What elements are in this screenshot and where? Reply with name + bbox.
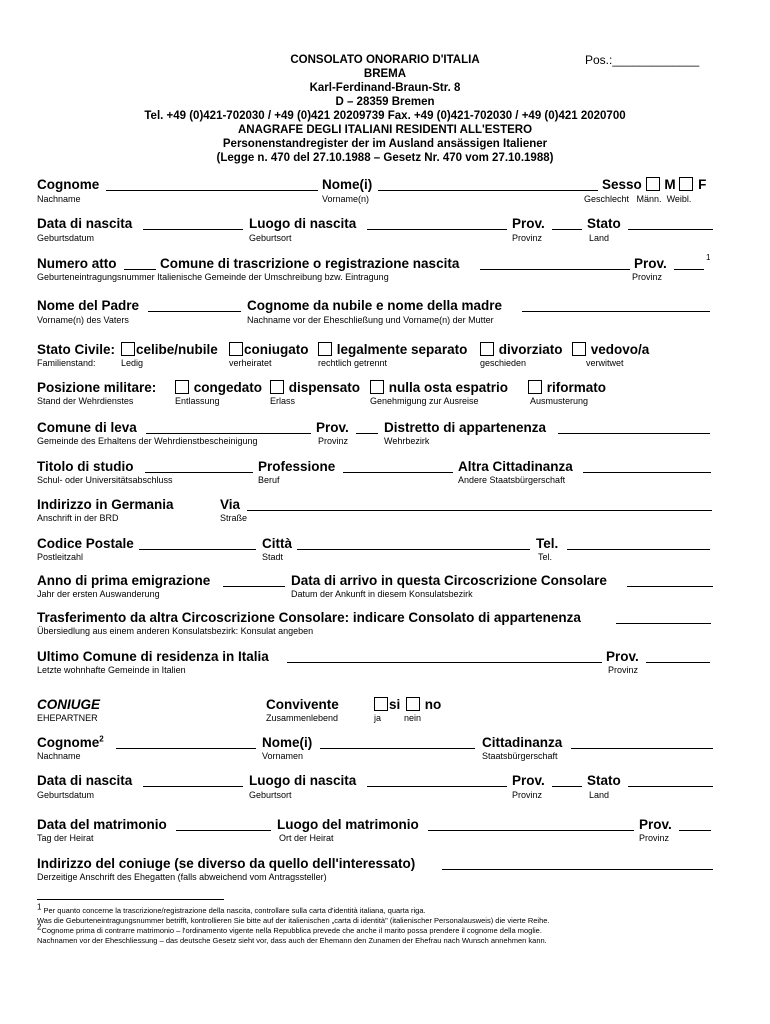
data-matrimonio-label: Data del matrimonio (37, 817, 167, 832)
coniuge-prov-line[interactable] (552, 786, 582, 787)
dispensato-de: Erlass (270, 396, 296, 406)
numero-atto-de: Geburteneintragungsnummer Italienische Gemeinde der Umschreibung bzw. Eintragung (37, 272, 389, 282)
si-de: ja (374, 713, 382, 723)
tel-line[interactable] (567, 549, 710, 550)
luogo-matrimonio-line[interactable] (428, 830, 634, 831)
footnote-1-it: $^1$ Per quanto concerne la trascrizione/registrazione della nascita, controllare sulla carta d'identità italiana, quarta riga. (37, 902, 426, 915)
stato-line[interactable] (628, 229, 713, 230)
trasferimento-line[interactable] (616, 623, 711, 624)
data-matrimonio-line[interactable] (176, 830, 271, 831)
footnote-ref-2: 2 (99, 734, 104, 744)
cognome-madre-label: Cognome da nubile e nome della madre (247, 298, 503, 313)
cognome-label: Cognome (37, 177, 100, 192)
coniuge-prov-label: Prov. (512, 773, 545, 788)
cognome-de: Nachname (37, 194, 81, 204)
convivente-no-checkbox[interactable] (406, 697, 420, 711)
coniuge-stato-de: Land (589, 790, 610, 800)
tel-de: Tel. (538, 552, 553, 562)
indirizzo-germania-de: Anschrift in der BRD (37, 513, 119, 523)
no-de: nein (404, 713, 422, 723)
divorziato-option[interactable]: divorziato (480, 342, 563, 357)
professione-line[interactable] (343, 472, 453, 473)
consulate-name: CONSOLATO ONORARIO D'ITALIA (290, 54, 480, 66)
indirizzo-germania-label: Indirizzo in Germania (37, 497, 174, 512)
altra-cittadinanza-label: Altra Cittadinanza (458, 459, 573, 474)
data-nascita-line[interactable] (143, 229, 243, 230)
anno-emigrazione-de: Jahr der ersten Auswanderung (37, 589, 160, 599)
prov-de-3: Provinz (318, 436, 349, 446)
coniuge-data-nascita-label: Data di nascita (37, 773, 133, 788)
nome-padre-de: Vorname(n) des Vaters (37, 315, 129, 325)
titolo-studio-label: Titolo di studio (37, 459, 134, 474)
nome-label: Nome(i) (322, 177, 373, 192)
congedato-checkbox[interactable] (175, 380, 189, 394)
sesso-m-checkbox[interactable] (646, 177, 660, 191)
riformato-de: Ausmusterung (530, 396, 589, 406)
codice-postale-label: Codice Postale (37, 536, 134, 551)
via-label: Via (220, 497, 241, 512)
luogo-nascita-line[interactable] (367, 229, 507, 230)
nulla-osta-checkbox[interactable] (370, 380, 384, 394)
cognome-line[interactable] (106, 190, 318, 191)
coniuge-nome-de: Vornamen (262, 751, 304, 761)
convivente-de: Zusammenlebend (266, 713, 339, 723)
altra-cittadinanza-line[interactable] (583, 472, 711, 473)
congedato-de: Entlassung (175, 396, 220, 406)
prov-label-4: Prov. (606, 649, 639, 664)
coniuge-de: EHEPARTNER (37, 713, 98, 723)
prov-de-4: Provinz (608, 665, 639, 675)
nome-padre-line[interactable] (148, 311, 241, 312)
luogo-matrimonio-label: Luogo del matrimonio (277, 817, 419, 832)
coniuge-cognome-line[interactable] (116, 748, 256, 749)
sesso-de: Geschlecht Männ. Weibl. (584, 194, 692, 204)
prov-de: Provinz (512, 233, 543, 243)
separato-checkbox[interactable] (318, 342, 332, 356)
consulate-zip-city: D – 28359 Bremen (335, 96, 435, 108)
via-de: Straße (220, 513, 248, 523)
celibe-de: Ledig (121, 358, 144, 368)
coniuge-luogo-nascita-line[interactable] (367, 786, 507, 787)
footnote-2-de: Nachnamen vor der Eheschliessung – das deutsche Gesetz sieht vor, dass auch der Ehemann den Zunamen der Ehefrau nach Wunsch annehmen kann. (37, 936, 547, 945)
coniuge-heading: CONIUGE (37, 697, 101, 712)
posizione-militare-label: Posizione militare: (37, 380, 157, 395)
stato-de: Land (589, 233, 610, 243)
matrimonio-prov-line[interactable] (679, 830, 711, 831)
nulla-osta-option[interactable]: nulla osta espatrio (370, 380, 508, 395)
ultimo-comune-line[interactable] (287, 662, 602, 663)
coniugato-checkbox[interactable] (229, 342, 243, 356)
dispensato-option[interactable]: dispensato (270, 380, 360, 395)
comune-leva-line[interactable] (146, 433, 311, 434)
ultimo-comune-label: Ultimo Comune di residenza in Italia (37, 649, 269, 664)
coniuge-nome-label: Nome(i) (262, 735, 313, 750)
cognome-madre-de: Nachname vor der Eheschließung und Vorname(n) der Mutter (247, 315, 494, 325)
riformato-checkbox[interactable] (528, 380, 542, 394)
prov-label-2: Prov. (634, 256, 667, 271)
dispensato-checkbox[interactable] (270, 380, 284, 394)
data-arrivo-line[interactable] (627, 586, 713, 587)
comune-leva-de: Gemeinde des Erhaltens der Wehrdienstbescheinigung (37, 436, 258, 446)
distretto-line[interactable] (558, 433, 710, 434)
stato-civile-label: Stato Civile: (37, 342, 116, 357)
vedovo-option[interactable]: vedovo/a (572, 342, 649, 357)
tel-label: Tel. (536, 536, 559, 551)
coniuge-cognome-de: Nachname (37, 751, 81, 761)
prov-label: Prov. (512, 216, 545, 231)
matrimonio-prov-de: Provinz (639, 833, 670, 843)
prov-line-2[interactable] (674, 269, 704, 270)
nulla-osta-de: Genehmigung zur Ausreise (370, 396, 479, 406)
stato-label: Stato (587, 216, 621, 231)
matrimonio-prov-label: Prov. (639, 817, 672, 832)
coniuge-cittadinanza-de: Staatsbürgerschaft (482, 751, 558, 761)
comune-trascrizione-label: Comune di trascrizione o registrazione nascita (160, 256, 460, 271)
citta-line[interactable] (297, 549, 530, 550)
coniuge-cittadinanza-label: Cittadinanza (482, 735, 563, 750)
footnote-separator (37, 899, 224, 900)
consulate-street: Karl-Ferdinand-Braun-Str. 8 (309, 82, 461, 94)
vedovo-checkbox[interactable] (572, 342, 586, 356)
titolo-studio-line[interactable] (145, 472, 253, 473)
numero-atto-line[interactable] (124, 269, 156, 270)
citta-de: Stadt (262, 552, 284, 562)
coniuge-indirizzo-de: Derzeitige Anschrift des Ehegatten (falls abweichend vom Antragssteller) (37, 872, 327, 882)
register-title-it: ANAGRAFE DEGLI ITALIANI RESIDENTI ALL'ESTERO (237, 124, 533, 136)
footnote-2-it: $^2$Cognome prima di contrarre matrimonio – l'ordinamento vigente nella Repubblica prevede che anche il marito possa prendere il cognome della moglie. (37, 922, 542, 935)
coniuge-indirizzo-label: Indirizzo del coniuge (se diverso da quello dell'interessato) (37, 856, 416, 871)
distretto-label: Distretto di appartenenza (384, 420, 547, 435)
coniuge-prov-de: Provinz (512, 790, 543, 800)
celibe-option[interactable]: celibe/nubile (121, 342, 218, 357)
prov-line-4[interactable] (646, 662, 710, 663)
convivente-si-checkbox[interactable] (374, 697, 388, 711)
sesso-field: Sesso M F (602, 177, 707, 192)
footnote-ref-1: 1 (706, 253, 711, 262)
data-arrivo-label: Data di arrivo in questa Circoscrizione Consolare (291, 573, 607, 588)
professione-label: Professione (258, 459, 336, 474)
prov-de-2: Provinz (632, 272, 663, 282)
nome-padre-label: Nome del Padre (37, 298, 140, 313)
congedato-option[interactable]: congedato (175, 380, 262, 395)
coniuge-luogo-nascita-de: Geburtsort (249, 790, 292, 800)
footnote-1-de: Was die Geburteneintragungsnummer betrifft, kontrollieren Sie bitte auf der italienischen „carta di identità" (italienischer Personalausweis) die vierte Reihe. (37, 916, 550, 925)
prov-line[interactable] (552, 229, 582, 230)
coniuge-cittadinanza-line[interactable] (571, 748, 713, 749)
ultimo-comune-de: Letzte wohnhafte Gemeinde in Italien (37, 665, 186, 675)
stato-civile-de: Familienstand: (37, 358, 96, 368)
law-reference: (Legge n. 470 del 27.10.1988 – Gesetz Nr. 470 vom 27.10.1988) (216, 152, 554, 164)
coniugato-option[interactable]: coniugato (229, 342, 309, 357)
altra-cittadinanza-de: Andere Staatsbürgerschaft (458, 475, 566, 485)
citta-label: Città (262, 536, 292, 551)
data-nascita-de: Geburtsdatum (37, 233, 95, 243)
sesso-f-checkbox[interactable] (679, 177, 693, 191)
coniuge-nome-line[interactable] (320, 748, 475, 749)
separato-de: rechtlich getrennt (318, 358, 388, 368)
riformato-option[interactable]: riformato (528, 380, 606, 395)
anno-emigrazione-line[interactable] (223, 586, 285, 587)
data-arrivo-de: Datum der Ankunft in diesem Konsulatsbezirk (291, 589, 473, 599)
position-field[interactable]: Pos.:_____________ (585, 53, 700, 67)
comune-trascrizione-line[interactable] (480, 269, 630, 270)
coniuge-data-nascita-de: Geburtsdatum (37, 790, 95, 800)
cognome-madre-line[interactable] (522, 311, 710, 312)
coniuge-stato-line[interactable] (628, 786, 713, 787)
luogo-matrimonio-de: Ort der Heirat (279, 833, 334, 843)
trasferimento-de: Übersiedlung aus einem anderen Konsulatsbezirk: Konsulat angeben (37, 626, 314, 636)
nome-de: Vorname(n) (322, 194, 370, 204)
codice-postale-line[interactable] (139, 549, 256, 550)
anno-emigrazione-label: Anno di prima emigrazione (37, 573, 211, 588)
coniugato-de: verheiratet (229, 358, 272, 368)
comune-leva-label: Comune di leva (37, 420, 137, 435)
distretto-de: Wehrbezirk (384, 436, 430, 446)
prov-line-3[interactable] (356, 433, 378, 434)
nome-line[interactable] (378, 190, 598, 191)
trasferimento-label: Trasferimento da altra Circoscrizione Consolare: indicare Consolato di appartenenza (37, 610, 581, 625)
data-nascita-label: Data di nascita (37, 216, 133, 231)
convivente-label: Convivente (266, 697, 339, 712)
prov-label-3: Prov. (316, 420, 349, 435)
coniuge-data-nascita-line[interactable] (143, 786, 243, 787)
via-line[interactable] (247, 510, 712, 511)
register-title-de: Personenstandregister der im Ausland ansässigen Italiener (222, 138, 548, 150)
luogo-nascita-label: Luogo di nascita (249, 216, 357, 231)
coniuge-cognome-label: Cognome$^2$ (37, 734, 104, 750)
titolo-studio-de: Schul- oder Universitätsabschluss (37, 475, 173, 485)
divorziato-de: geschieden (480, 358, 527, 368)
coniuge-stato-label: Stato (587, 773, 621, 788)
consulate-city: BREMA (363, 68, 407, 80)
consulate-contacts: Tel. +49 (0)421-702030 / +49 (0)421 20209739 Fax. +49 (0)421-702030 / +49 (0)421 2020700 (144, 110, 626, 122)
vedovo-de: verwitwet (586, 358, 624, 368)
data-matrimonio-de: Tag der Heirat (37, 833, 94, 843)
professione-de: Beruf (258, 475, 280, 485)
coniuge-luogo-nascita-label: Luogo di nascita (249, 773, 357, 788)
luogo-nascita-de: Geburtsort (249, 233, 292, 243)
codice-postale-de: Postleitzahl (37, 552, 84, 562)
numero-atto-label: Numero atto (37, 256, 117, 271)
coniuge-indirizzo-line[interactable] (442, 869, 713, 870)
posizione-militare-de: Stand der Wehrdienstes (37, 396, 134, 406)
celibe-checkbox[interactable] (121, 342, 135, 356)
divorziato-checkbox[interactable] (480, 342, 494, 356)
convivente-options: si no (374, 697, 441, 712)
separato-option[interactable]: legalmente separato (318, 342, 467, 357)
